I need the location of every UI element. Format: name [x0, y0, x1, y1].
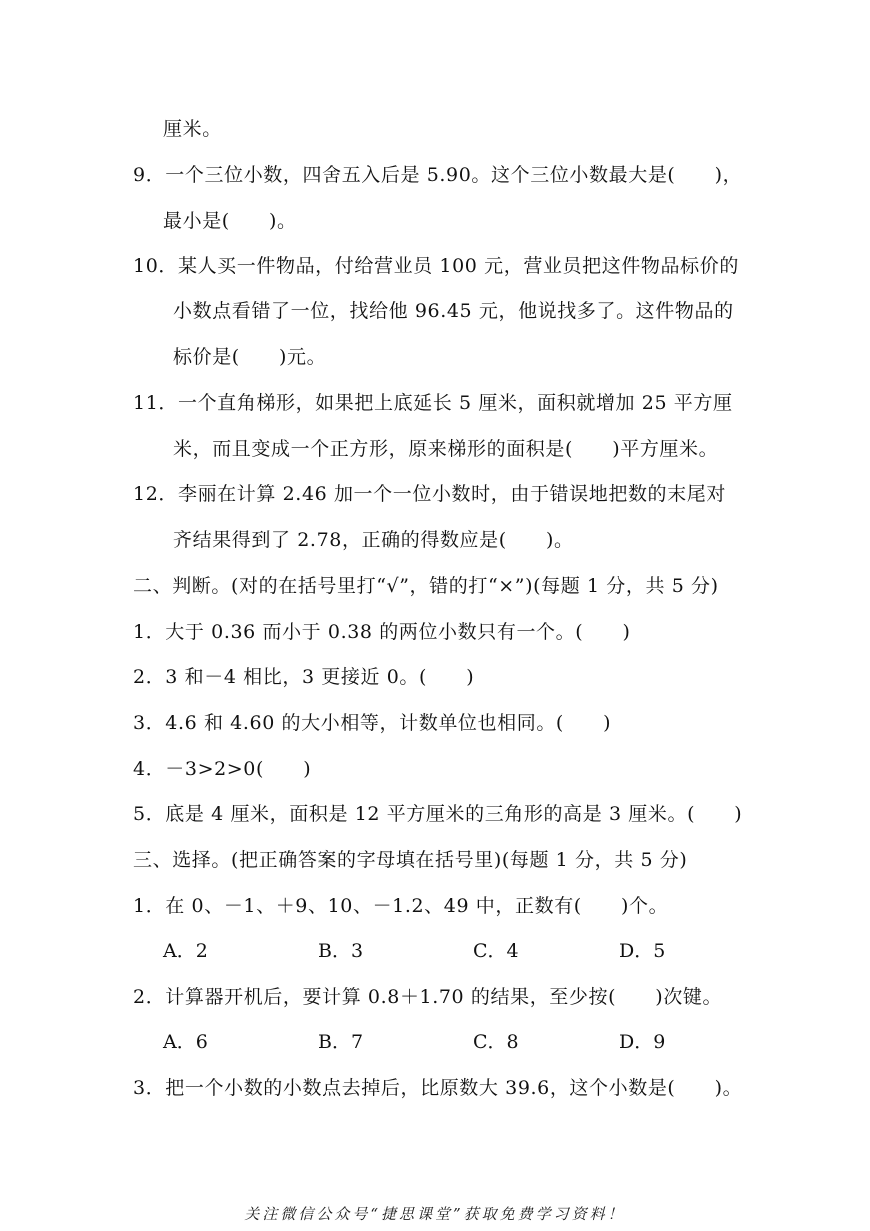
option-c: C．8 — [473, 1031, 519, 1053]
choice-question-1: 1．在 0、－1、＋9、10、－1.2、49 中，正数有( )个。 — [133, 895, 669, 917]
text-line: 米，而且变成一个正方形，原来梯形的面积是( )平方厘米。 — [173, 438, 719, 460]
footer-note: 关注微信公众号“捷思课堂”获取免费学习资料！ — [244, 1205, 626, 1223]
option-b: B．3 — [318, 940, 364, 962]
judge-question-2: 2．3 和－4 相比，3 更接近 0。( ) — [133, 666, 475, 688]
question-10: 10．某人买一件物品，付给营业员 100 元，营业员把这件物品标价的 — [133, 255, 739, 277]
judge-question-5: 5．底是 4 厘米，面积是 12 平方厘米的三角形的高是 3 厘米。( ) — [133, 803, 743, 825]
choice-question-2: 2．计算器开机后，要计算 0.8＋1.70 的结果，至少按( )次键。 — [133, 986, 723, 1008]
question-12: 12．李丽在计算 2.46 加一个一位小数时，由于错误地把数的末尾对 — [133, 483, 726, 505]
judge-question-1: 1．大于 0.36 而小于 0.38 的两位小数只有一个。( ) — [133, 621, 631, 643]
text-line: 厘米。 — [163, 118, 222, 140]
judge-question-4: 4．－3>2>0( ) — [133, 758, 312, 780]
judge-question-3: 3．4.6 和 4.60 的大小相等，计数单位也相同。( ) — [133, 712, 612, 734]
option-d: D．5 — [619, 940, 666, 962]
text-line: 小数点看错了一位，找给他 96.45 元，他说找多了。这件物品的 — [173, 300, 734, 322]
text-line: 最小是( )。 — [163, 210, 297, 232]
option-d: D．9 — [619, 1031, 666, 1053]
section-heading-judge: 二、判断。(对的在括号里打“√”，错的打“×”)(每题 1 分，共 5 分) — [133, 575, 719, 597]
option-a: A．6 — [163, 1031, 208, 1053]
option-b: B．7 — [318, 1031, 364, 1053]
option-c: C．4 — [473, 940, 519, 962]
choice-question-3: 3．把一个小数的小数点去掉后，比原数大 39.6，这个小数是( )。 — [133, 1077, 743, 1099]
question-11: 11．一个直角梯形，如果把上底延长 5 厘米，面积就增加 25 平方厘 — [133, 392, 733, 414]
option-a: A．2 — [163, 940, 208, 962]
text-line: 齐结果得到了 2.78，正确的得数应是( )。 — [173, 529, 574, 551]
text-line: 标价是( )元。 — [173, 346, 327, 368]
question-9: 9．一个三位小数，四舍五入后是 5.90。这个三位小数最大是( )， — [133, 164, 743, 186]
section-heading-choice: 三、选择。(把正确答案的字母填在括号里)(每题 1 分，共 5 分) — [133, 849, 688, 871]
